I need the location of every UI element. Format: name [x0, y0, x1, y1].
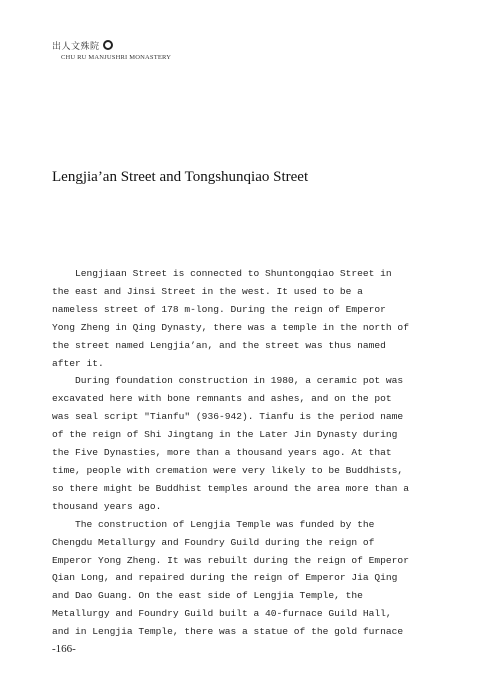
text-line: was seal script "Tianfu" (936-942). Tianfu is the period name — [52, 411, 404, 423]
text-line: thousand years ago. — [52, 500, 162, 512]
article-title: Lengjia’an Street and Tongshunqiao Street — [52, 169, 309, 185]
text-line: Qian Long, and repaired during the reign of Emperor Jia Qing — [52, 572, 398, 584]
text-line: nameless street of 178 m-long. During the reign of Emperor — [52, 303, 386, 315]
paragraph-3 — [52, 516, 409, 641]
text-line: the street named Lengjia’an, and the street was thus named — [52, 339, 386, 351]
text-line: the Five Dynasties, more than a thousand years ago. At that — [52, 447, 392, 459]
text-line: The construction of Lengjia Temple was funded by the — [75, 518, 375, 530]
text-line: Lengjiaan Street is connected to Shuntongqiao Street in — [75, 268, 392, 279]
header-chinese-title: 出人文殊院 — [52, 41, 100, 52]
text-line: the east and Jinsi Street in the west. It used to be a — [52, 285, 363, 297]
text-line: During foundation construction in 1980, a ceramic pot was — [75, 375, 404, 387]
article-body — [52, 265, 409, 641]
text-line: and in Lengjia Temple, there was a statue of the gold furnace — [52, 626, 404, 638]
text-line: excavated here with bone remnants and ashes, and on the pot — [52, 393, 392, 405]
text-line: after it. — [52, 357, 104, 369]
text-line: Chengdu Metallurgy and Foundry Guild during the reign of — [52, 536, 375, 548]
header-english-title: CHU RU MANJUSHRI MONASTERY — [61, 54, 172, 61]
text-line: of the reign of Shi Jingtang in the Later Jin Dynasty during — [52, 429, 398, 441]
text-line: Emperor Yong Zheng. It was rebuilt during the reign of Emperor — [52, 554, 409, 566]
paragraph-2 — [52, 372, 409, 515]
ring-icon — [103, 40, 113, 50]
text-line: so there might be Buddhist temples around the area more than a — [52, 482, 409, 494]
text-line: Yong Zheng in Qing Dynasty, there was a temple in the north of — [52, 321, 409, 333]
paragraph-1 — [52, 265, 409, 372]
text-line: time, people with cremation were very likely to be Buddhists, — [52, 464, 404, 476]
text-line: and Dao Guang. On the east side of Lengjia Temple, the — [52, 590, 363, 602]
text-line: Metallurgy and Foundry Guild built a 40-furnace Guild Hall, — [52, 608, 392, 620]
running-header — [52, 39, 352, 61]
header-chinese-row — [52, 39, 352, 51]
page-number: -166- — [52, 643, 76, 655]
